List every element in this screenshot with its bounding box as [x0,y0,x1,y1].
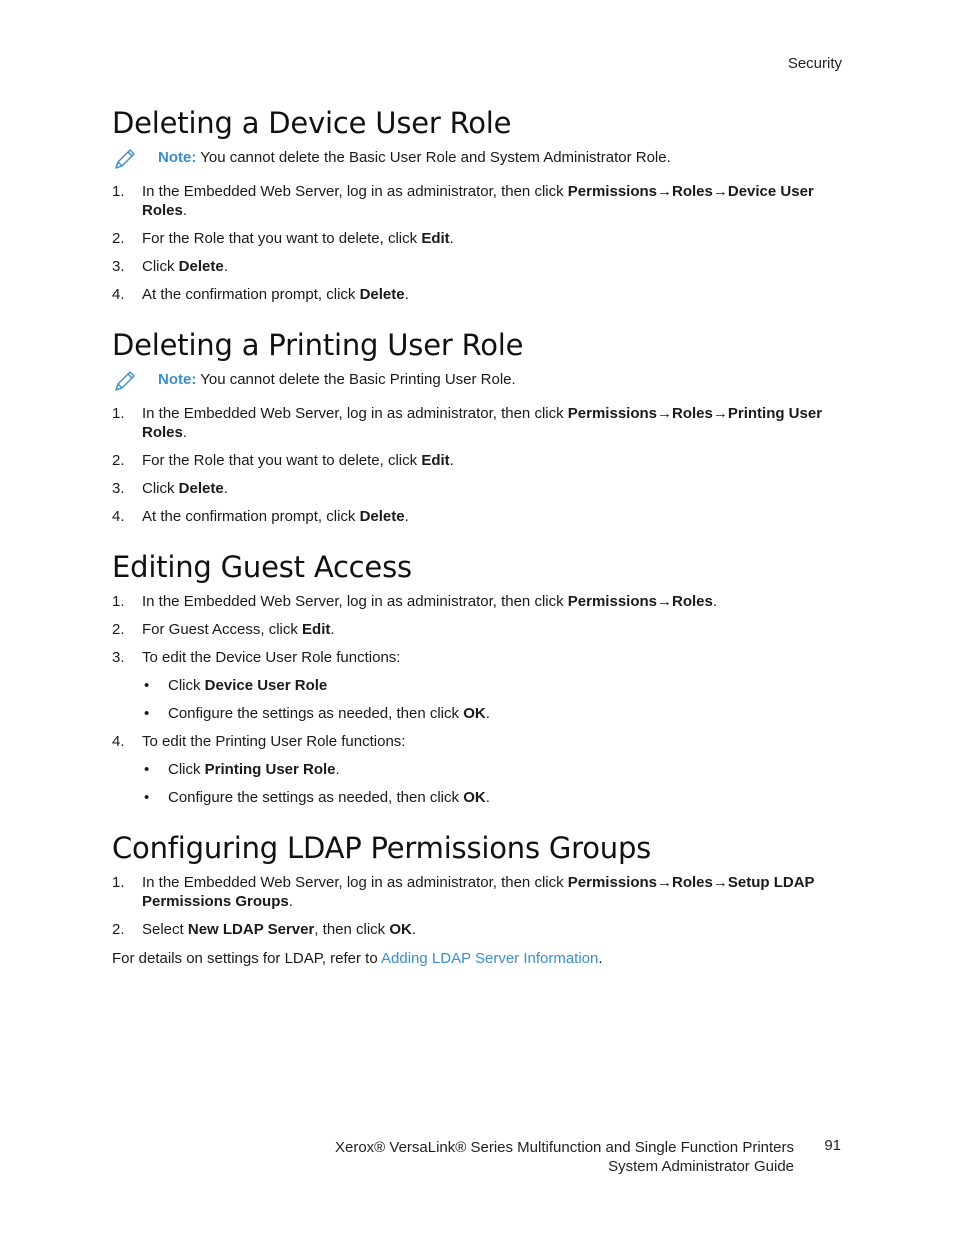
step-bold: New LDAP Server [187,921,315,938]
step-bold: Permissions [567,183,657,200]
step-text: , then click [314,921,390,938]
paragraph-end: . [598,950,603,967]
bullet-list [142,676,842,723]
step-number: 1. [112,593,125,610]
step-item [112,873,842,911]
step-bold: Permissions [567,874,657,891]
bullet-dot: • [144,789,150,806]
bullet-bold: Device User Role [204,677,328,694]
step-bold: Delete [178,480,224,497]
section-configuring-ldap-permissions-groups [112,829,842,969]
step-bold: Delete [178,258,224,275]
step-bold: Permissions [567,593,657,610]
step-bold: Roles [672,183,713,200]
step-number: 3. [112,480,125,497]
step-bold: Edit [421,452,450,469]
arrow-glyph: → [657,593,672,610]
step-number: 3. [112,649,125,666]
note [112,148,842,168]
step-bold: Roles [672,405,713,422]
step-number: 2. [112,452,125,469]
step-item [112,285,842,304]
step-item [112,920,842,939]
bullet-bold: OK [463,705,486,722]
step-bold: Edit [302,621,331,638]
bullet-item [142,676,842,695]
arrow-glyph: → [712,874,728,891]
step-bold: Permissions [567,405,657,422]
step-end: . [223,480,228,497]
bullet-dot: • [144,705,150,722]
step-text: For the Role that you want to delete, click [142,452,422,469]
step-text: In the Embedded Web Server, log in as administrator, then click [142,405,568,422]
step-text: To edit the Printing User Role functions: [142,733,406,750]
step-number: 4. [112,508,125,525]
step-end: . [404,286,409,303]
bullet-text: Click [168,761,205,778]
bullet-item [142,788,842,807]
step-text: For the Role that you want to delete, click [142,230,422,247]
step-text: Click [142,480,179,497]
arrow-glyph: → [712,405,728,422]
step-text: In the Embedded Web Server, log in as administrator, then click [142,593,568,610]
section-title: Configuring LDAP Permissions Groups [112,831,652,865]
bullet-text: Configure the settings as needed, then click [168,789,464,806]
bullet-text: Click [168,677,205,694]
steps-list [112,873,842,939]
bullet-bold: OK [463,789,486,806]
step-number: 1. [112,183,125,200]
step-number: 1. [112,874,125,891]
step-text: In the Embedded Web Server, log in as administrator, then click [142,183,568,200]
step-item [112,732,842,807]
pencil-icon [112,368,138,394]
arrow-glyph: → [712,183,728,200]
footer-product-line: Xerox® VersaLink® Series Multifunction and Single Function Printers [335,1139,794,1156]
step-item [112,257,842,276]
step-item [112,620,842,639]
paragraph-text: For details on settings for LDAP, refer to [112,950,382,967]
step-end: . [449,452,454,469]
step-bold: Setup LDAP Permissions Groups [142,874,815,910]
step-bold: Delete [359,286,405,303]
step-number: 4. [112,733,125,750]
step-text: To edit the Device User Role functions: [142,649,401,666]
step-number: 4. [112,286,125,303]
bullet-end: . [485,789,490,806]
bullet-end: . [335,761,340,778]
page-number: 91 [824,1137,841,1154]
step-bold: Roles [672,874,713,891]
note-label: Note: [158,149,197,166]
step-end: . [712,593,718,610]
step-bold: Delete [359,508,405,525]
step-bold: Roles [672,593,713,610]
arrow-glyph: → [657,405,672,422]
step-item [112,479,842,498]
step-item [112,229,842,248]
step-item [112,592,842,611]
footer-guide-title: System Administrator Guide [608,1158,794,1175]
step-number: 2. [112,921,125,938]
bullet-dot: • [144,761,150,778]
section-title: Deleting a Device User Role [112,106,512,140]
page-content [112,104,842,991]
note [112,370,842,390]
step-text: At the confirmation prompt, click [142,286,360,303]
steps-list [112,404,842,526]
section-title: Editing Guest Access [112,550,412,584]
section-editing-guest-access [112,548,842,807]
step-text: At the confirmation prompt, click [142,508,360,525]
arrow-glyph: → [657,874,672,891]
steps-list [112,592,842,807]
step-end: . [404,508,409,525]
note-text: You cannot delete the Basic User Role and System Administrator Role. [196,149,671,166]
step-bold: Edit [421,230,450,247]
step-number: 2. [112,621,125,638]
step-text: Select [142,921,188,938]
bullet-dot: • [144,677,150,694]
step-end: . [288,893,293,910]
step-text: For Guest Access, click [142,621,303,638]
step-end: . [223,258,228,275]
step-end: . [182,202,188,219]
step-number: 2. [112,230,125,247]
step-item [112,182,842,220]
step-end: . [411,921,417,938]
running-header-section: Security [787,55,842,72]
step-end: . [449,230,454,247]
step-item [112,507,842,526]
note-text: You cannot delete the Basic Printing User Role. [196,371,516,388]
adding-ldap-server-info-link[interactable]: Adding LDAP Server Information [381,950,599,967]
bullet-bold: Printing User Role [204,761,336,778]
bullet-end: . [485,705,490,722]
step-item [112,404,842,442]
bullet-item [142,760,842,779]
step-text: In the Embedded Web Server, log in as administrator, then click [142,874,568,891]
bullet-list [142,760,842,807]
section-title: Deleting a Printing User Role [112,328,524,362]
step-bold: Printing User Roles [142,405,823,441]
note-label: Note: [158,371,197,388]
bullet-text: Configure the settings as needed, then click [168,705,464,722]
step-end: . [330,621,335,638]
step-number: 1. [112,405,125,422]
section-deleting-printing-user-role [112,326,842,526]
step-number: 3. [112,258,125,275]
section-deleting-device-user-role [112,104,842,304]
step-bold: OK [389,921,412,938]
step-end: . [182,424,188,441]
step-bold: Device User Roles [142,183,814,219]
arrow-glyph: → [657,183,672,200]
bullet-item [142,704,842,723]
step-text: Click [142,258,179,275]
steps-list [112,182,842,304]
step-item [112,451,842,470]
ldap-reference-paragraph [112,949,842,969]
pencil-icon [112,146,138,172]
footer [335,1138,794,1176]
step-item [112,648,842,723]
